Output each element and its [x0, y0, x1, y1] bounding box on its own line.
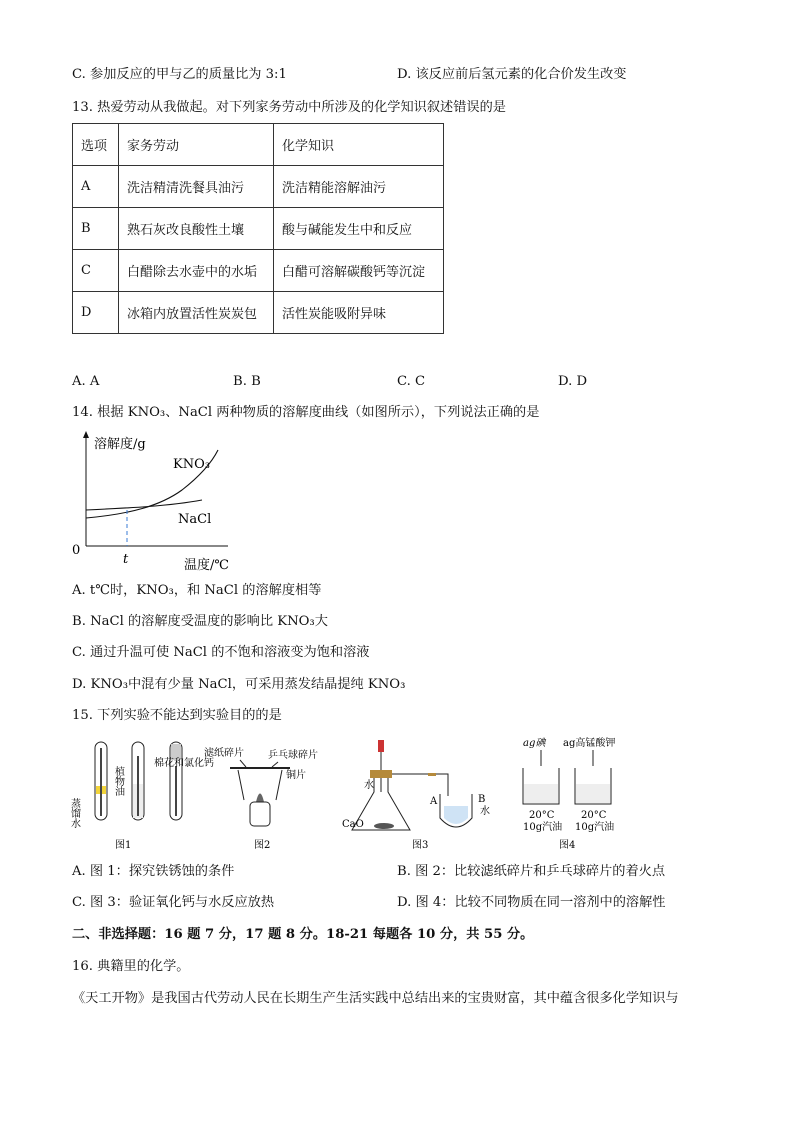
figure-1 [68, 736, 214, 854]
fig4-iodine-label: ag碘 [523, 738, 546, 749]
figure-2 [200, 740, 330, 854]
table-cell: 白醋除去水壶中的水垢 [119, 250, 274, 292]
tube-joint [428, 773, 436, 776]
u-tube-water [444, 806, 468, 824]
q12-option-c: C. 参加反应的甲与乙的质量比为 3:1 [72, 67, 287, 82]
q15-option-d: D. 图 4：比较不同物质在同一溶剂中的溶解性 [397, 895, 666, 910]
fig4-caption: 图4 [559, 840, 576, 851]
table-cell: 洗洁精清洗餐具油污 [119, 166, 274, 208]
table-cell: 白醋可溶解碳酸钙等沉淀 [274, 250, 444, 292]
fig4-temp2: 20°C [581, 810, 607, 821]
fig2-pingpong-label: 乒乓球碎片 [268, 750, 318, 761]
q14-stem: 14. 根据 KNO₃、NaCl 两种物质的溶解度曲线（如图所示），下列说法正确的是 [72, 405, 540, 420]
q16-text: 《天工开物》是我国古代劳动人民在长期生产生活实践中总结出来的宝贵财富，其中蕴含很多化学知识与 [72, 991, 679, 1006]
y-axis-arrow [83, 431, 89, 438]
kno3-label: KNO₃ [173, 457, 210, 472]
table-cell: B [73, 208, 119, 250]
fig3-water-label: 水 [364, 780, 374, 791]
table-cell: 活性炭能吸附异味 [274, 292, 444, 334]
table-cell: 冰箱内放置活性炭炭包 [119, 292, 274, 334]
figure-4 [515, 734, 655, 854]
figure-3 [340, 736, 500, 854]
fig2-caption: 图2 [254, 840, 271, 851]
table-row [73, 250, 444, 292]
table-header-row [73, 124, 444, 166]
fig3-b-label: B [478, 794, 486, 805]
flame [256, 794, 264, 803]
fig4-solvent1: 10g汽油 [523, 822, 563, 833]
solubility-graph [60, 428, 260, 574]
beaker-2-liquid [576, 784, 610, 803]
q15-stem: 15. 下列实验不能达到实验目的的是 [72, 708, 282, 723]
y-axis-label: 溶解度/g [94, 437, 146, 452]
section-title: 二、非选择题：16 题 7 分，17 题 8 分。18-21 每题各 10 分，共 55 分。 [72, 927, 534, 942]
q13-option-c: C. C [397, 374, 426, 389]
fig1-oil-label: 植物油 [112, 766, 124, 796]
fig4-temp1: 20°C [529, 810, 555, 821]
q13-option-b: B. B [233, 374, 261, 389]
cao-solid [374, 823, 394, 829]
table-row [73, 292, 444, 334]
fig2-paper-label: 滤纸碎片 [204, 748, 244, 759]
table-cell: 洗洁精能溶解油污 [274, 166, 444, 208]
fig3-a-label: A [430, 796, 438, 807]
q14-option-a: A. t℃时，KNO₃，和 NaCl 的溶解度相等 [72, 583, 322, 598]
table-cell: 熟石灰改良酸性土壤 [119, 208, 274, 250]
nacl-label: NaCl [178, 512, 212, 527]
table-row [73, 166, 444, 208]
q13-table [72, 123, 444, 334]
paper-pointer [240, 760, 246, 767]
q15-option-b: B. 图 2：比较滤纸碎片和乒乓球碎片的着火点 [397, 864, 666, 879]
table-header-cell: 化学知识 [274, 124, 444, 166]
table-cell: A [73, 166, 119, 208]
fig2-copper-label: 铜片 [286, 770, 306, 781]
q12-option-d: D. 该反应前后氢元素的化合价发生改变 [397, 67, 627, 82]
table-header-cell: 选项 [73, 124, 119, 166]
fig1-water-label: 蒸馏水 [68, 798, 80, 828]
table-row [73, 208, 444, 250]
fig1-cotton-label: 棉花和氯化钙 [154, 758, 214, 769]
table-cell: D [73, 292, 119, 334]
fig3-caption: 图3 [412, 840, 429, 851]
fig3-cao-label: CaO [342, 819, 364, 830]
fig1-caption: 图1 [115, 840, 132, 851]
x-axis-label: 温度/℃ [184, 558, 229, 573]
fig4-solvent2: 10g汽油 [575, 822, 615, 833]
origin-label: 0 [72, 543, 81, 558]
table-cell: 酸与碱能发生中和反应 [274, 208, 444, 250]
q13-stem: 13. 热爱劳动从我做起。对下列家务劳动中所涉及的化学知识叙述错误的是 [72, 100, 506, 115]
q13-option-a: A. A [72, 374, 100, 389]
alcohol-lamp [250, 802, 270, 826]
q14-option-c: C. 通过升温可使 NaCl 的不饱和溶液变为饱和溶液 [72, 645, 370, 660]
q15-option-c: C. 图 3：验证氧化钙与水反应放热 [72, 895, 275, 910]
table-cell: C [73, 250, 119, 292]
q13-option-d: D. D [558, 374, 588, 389]
pingpong-pointer [272, 762, 278, 767]
beaker-1-liquid [524, 784, 558, 803]
q16-stem: 16. 典籍里的化学。 [72, 959, 190, 974]
stopper [370, 770, 392, 778]
fig4-kmno4-label: ag高锰酸钾 [563, 738, 616, 749]
fig3-water2-label: 水 [480, 806, 490, 817]
q14-option-d: D. KNO₃中混有少量 NaCl，可采用蒸发结晶提纯 KNO₃ [72, 677, 406, 692]
q14-option-b: B. NaCl 的溶解度受温度的影响比 KNO₃大 [72, 614, 328, 629]
connecting-tube [392, 774, 448, 796]
table-header-cell: 家务劳动 [119, 124, 274, 166]
q15-option-a: A. 图 1：探究铁锈蚀的条件 [72, 864, 235, 879]
dropper-bulb [378, 740, 384, 752]
t-label: t [123, 552, 129, 567]
